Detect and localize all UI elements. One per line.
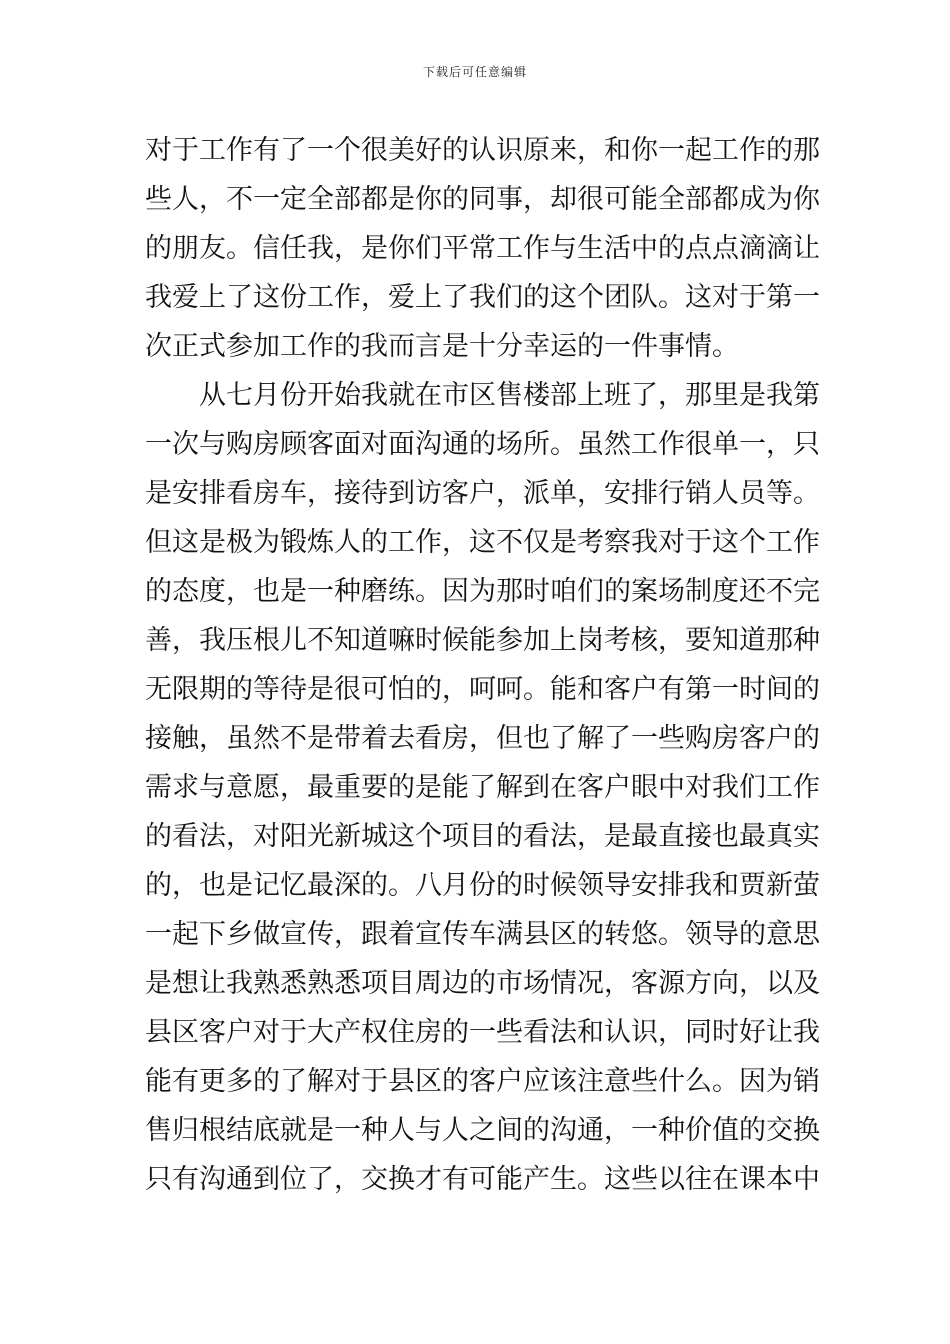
- text-line: 我爱上了这份工作，爱上了我们的这个团队。这对于第一: [145, 282, 820, 313]
- text-line: 能有更多的了解对于县区的客户应该注意些什么。因为销: [145, 1066, 820, 1097]
- text-line: 一起下乡做宣传，跟着宣传车满县区的转悠。领导的意思: [145, 919, 820, 950]
- text-line: 无限期的等待是很可怕的，呵呵。能和客户有第一时间的: [145, 674, 820, 705]
- page-header: 下载后可任意编辑: [422, 65, 527, 79]
- text-line: 的，也是记忆最深的。八月份的时候领导安排我和贾新萤: [145, 870, 820, 901]
- text-line: 但这是极为锻炼人的工作，这不仅是考察我对于这个工作: [145, 527, 820, 558]
- text-line: 县区客户对于大产权住房的一些看法和认识，同时好让我: [145, 1017, 820, 1048]
- text-line: 需求与意愿，最重要的是能了解到在客户眼中对我们工作: [145, 772, 820, 803]
- body-text: [145, 126, 820, 1204]
- text-line: 次正式参加工作的我而言是十分幸运的一件事情。: [145, 331, 739, 362]
- text-line: 的看法，对阳光新城这个项目的看法，是最直接也最真实: [145, 821, 820, 852]
- text-line: 的态度，也是一种磨练。因为那时咱们的案场制度还不完: [145, 576, 820, 607]
- text-line: 只有沟通到位了，交换才有可能产生。这些以往在课本中: [145, 1164, 820, 1195]
- text-line: 些人，不一定全部都是你的同事，却很可能全部都成为你: [145, 184, 820, 215]
- text-line: 对于工作有了一个很美好的认识原来，和你一起工作的那: [145, 135, 820, 166]
- text-line: 的朋友。信任我，是你们平常工作与生活中的点点滴滴让: [145, 233, 820, 264]
- text-line: 善，我压根儿不知道嘛时候能参加上岗考核，要知道那种: [145, 625, 820, 656]
- text-line: 售归根结底就是一种人与人之间的沟通，一种价值的交换: [145, 1115, 820, 1146]
- text-line: 是想让我熟悉熟悉项目周边的市场情况，客源方向，以及: [145, 968, 820, 999]
- text-line: 一次与购房顾客面对面沟通的场所。虽然工作很单一，只: [145, 429, 820, 460]
- text-line: 是安排看房车，接待到访客户，派单，安排行销人员等。: [145, 478, 820, 509]
- text-line: 从七月份开始我就在市区售楼部上班了，那里是我第: [199, 380, 820, 411]
- text-line: 接触，虽然不是带着去看房，但也了解了一些购房客户的: [145, 723, 820, 754]
